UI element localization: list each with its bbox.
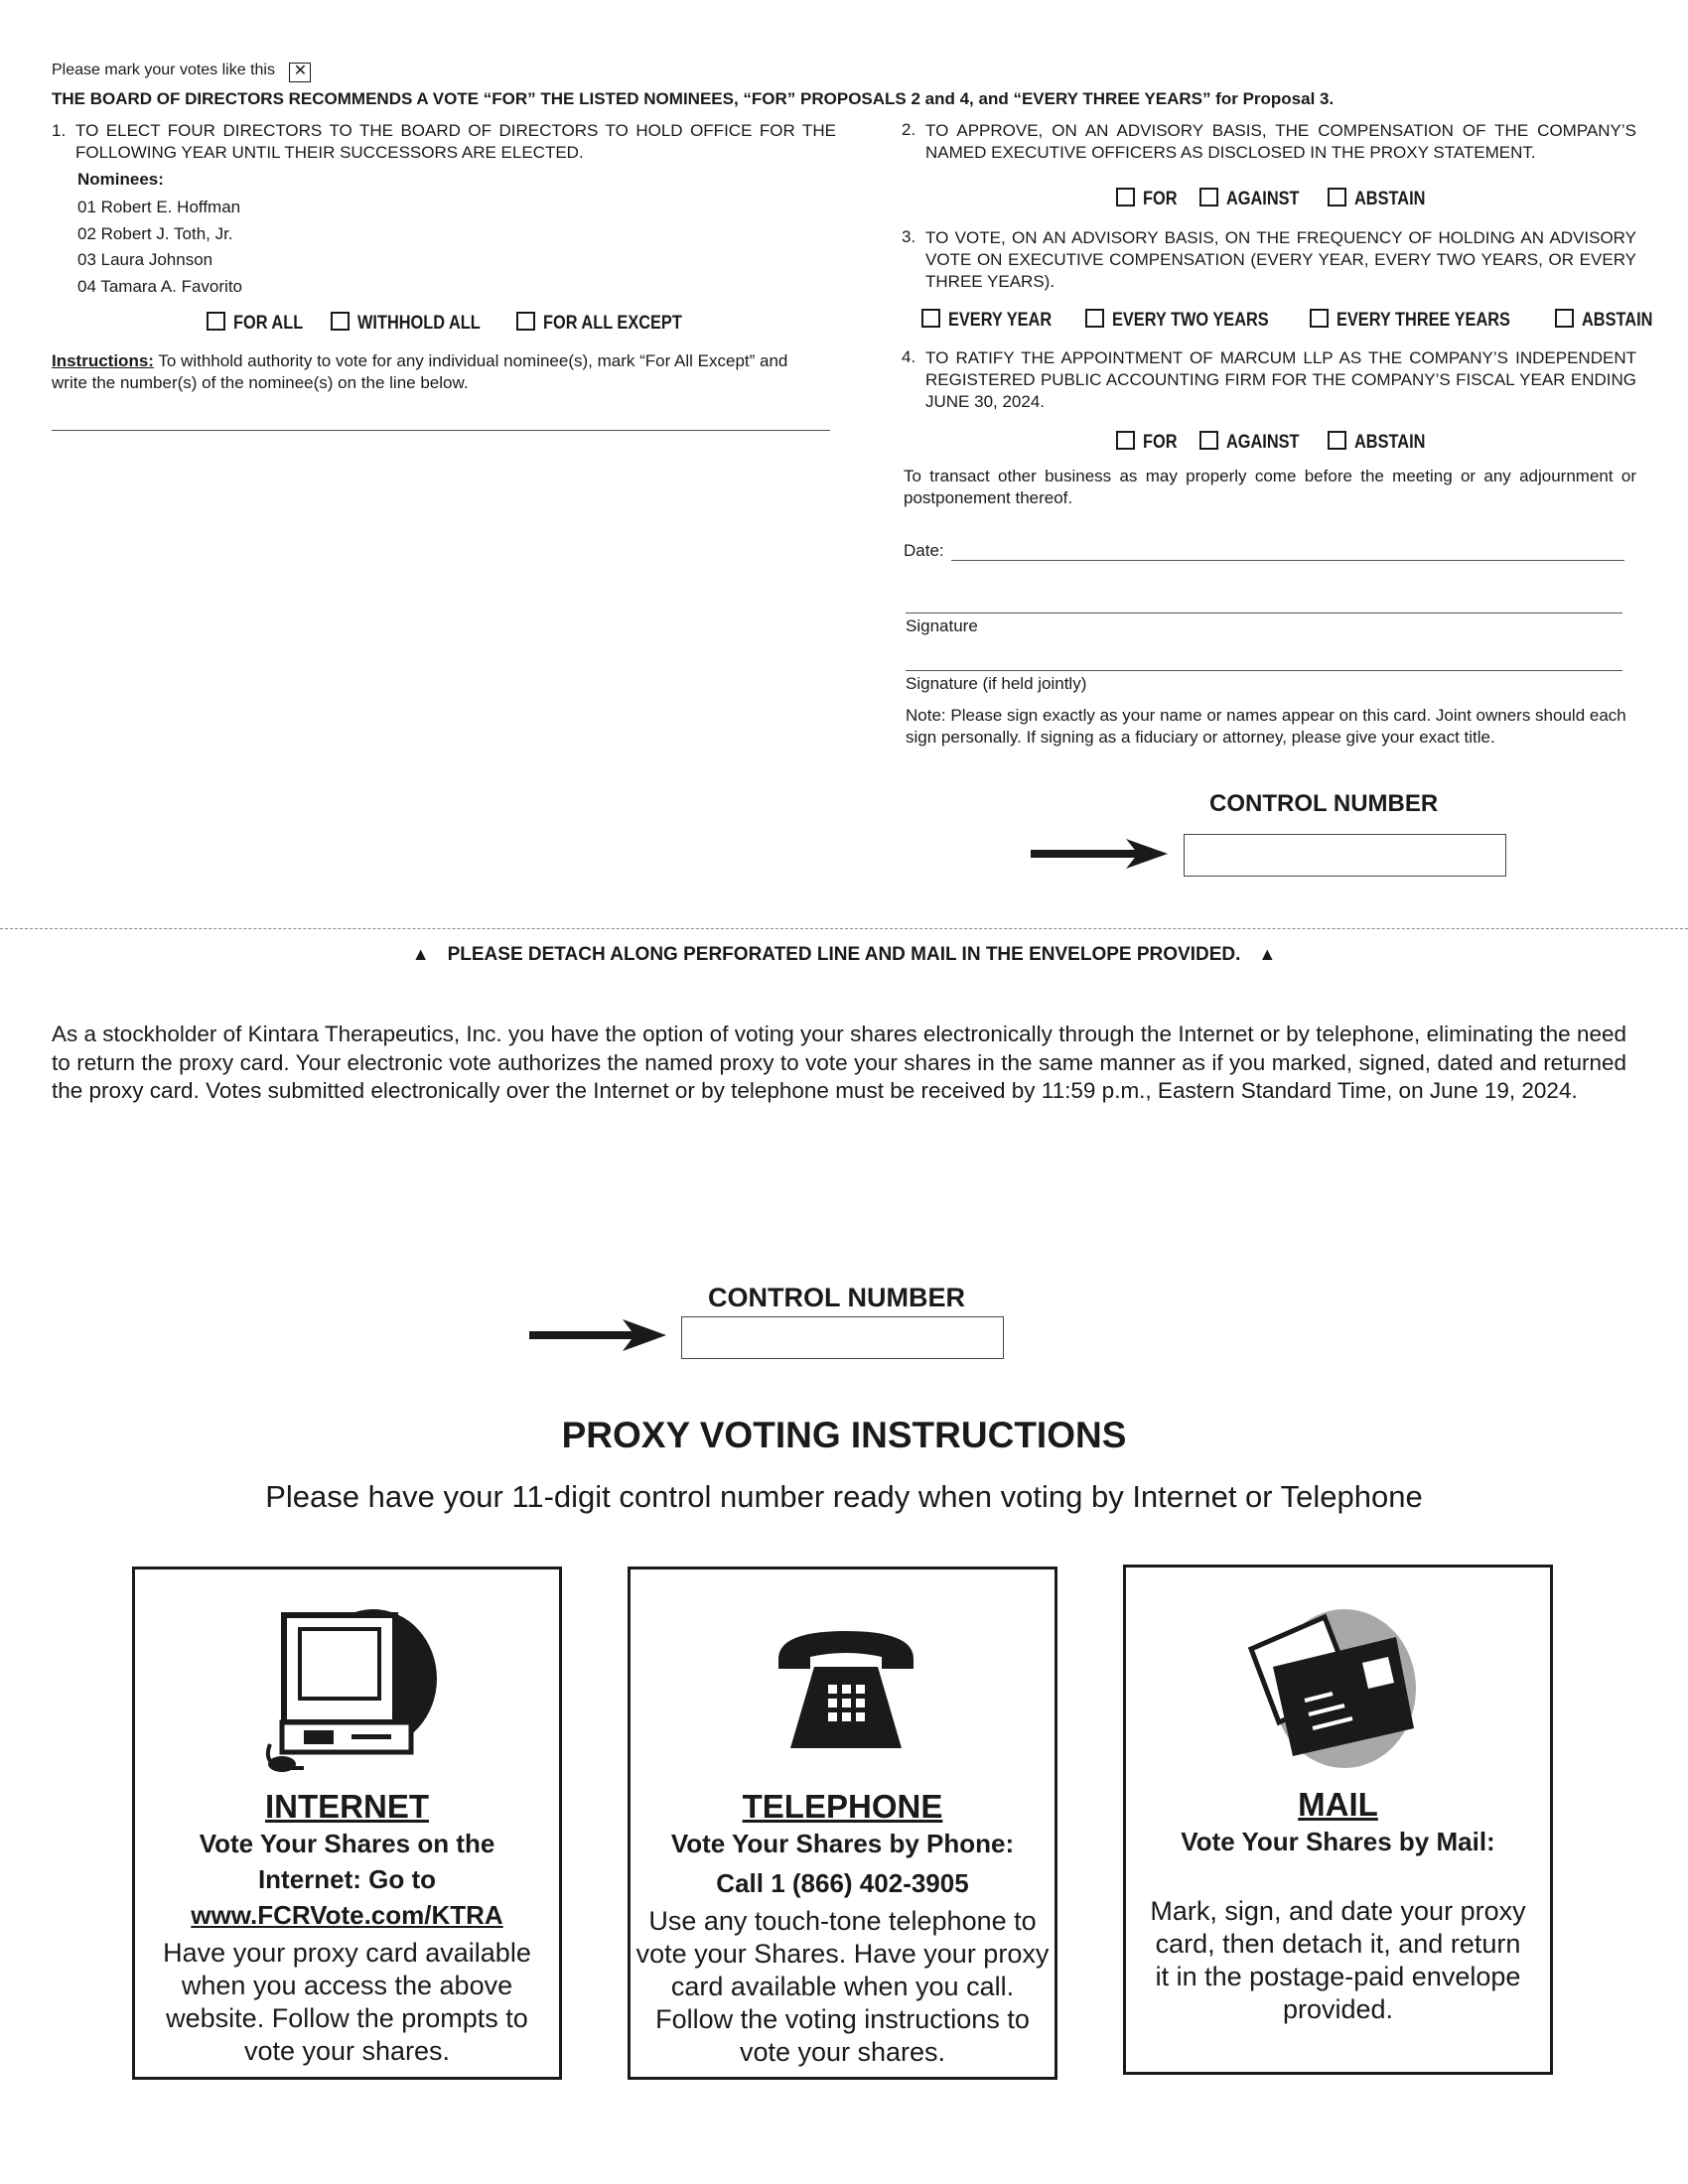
electronic-voting-paragraph: As a stockholder of Kintara Therapeutics, Inc. you have the option of voting your shares electronically through the Internet or by telephone, eliminating the need to return the proxy card. Your electronic vote authorizes the named proxy to vote your shares in the same manner as if you marked, signed, dated and returned the proxy card. Votes submitted electronically over the Internet or by telephone must be received by 11:59 p.m., Eastern Standard Time, on June 19, 2024. [52,1022,1626,1103]
joint-signature-label: Signature (if held jointly) [906,674,1087,693]
option-abstain[interactable]: ABSTAIN [1328,188,1437,210]
proposal-2-options [1116,188,1449,210]
withhold-instructions: Instructions: To withhold authority to vote for any individual nominee(s), mark “For All Except” and write the number(s) of the nominee(s) on the line below. [52,351,788,392]
envelope-icon [1233,1589,1432,1768]
checkbox[interactable] [1310,309,1329,328]
option-for[interactable]: FOR [1116,188,1183,210]
nominee-4: 04 Tamara A. Favorito [77,276,242,296]
checkbox[interactable] [1085,309,1104,328]
control-number-label: CONTROL NUMBER [1209,790,1439,817]
checkbox[interactable] [1328,188,1346,206]
proposal-1: 1. TO ELECT FOUR DIRECTORS TO THE BOARD OF DIRECTORS TO HOLD OFFICE FOR THE FOLLOWING YEAR UNTIL THEIR SUCCESSORS ARE ELECTED. [52,121,836,162]
option-for-all[interactable]: FOR ALL [207,312,315,335]
date-line[interactable] [951,560,1624,561]
control-number-field[interactable] [1184,834,1506,877]
nominee-3: 03 Laura Johnson [77,250,213,269]
telephone-voting-box [628,1567,1057,2080]
checkbox[interactable] [921,309,940,328]
checkbox[interactable] [1199,188,1218,206]
mark-example-icon: ✕ [289,63,311,82]
checkbox[interactable] [1116,431,1135,450]
checkbox[interactable] [1555,309,1574,328]
checkbox[interactable] [1116,188,1135,206]
internet-body: Have your proxy card available when you access the above website. Follow the prompts to vote your shares. [163,1938,531,2066]
triangle-up-icon: ▲ [1258,944,1277,964]
voting-website-link[interactable]: www.FCRVote.com/KTRA [191,1900,503,1930]
exception-write-in-line[interactable] [52,430,830,431]
telephone-sub-1: Vote Your Shares by Phone: [670,1829,1015,1858]
proposal-3: 3. TO VOTE, ON AN ADVISORY BASIS, ON THE FREQUENCY OF HOLDING AN ADVISORY VOTE ON EXECUTIVE COMPENSATION (EVERY YEAR, EVERY TWO YEARS, OR EVERY THREE YEARS). [902,227,1636,291]
option-abstain[interactable]: ABSTAIN [1555,309,1664,332]
option-abstain[interactable]: ABSTAIN [1328,431,1437,454]
proposal-4-options [1116,431,1449,454]
nominee-2: 02 Robert J. Toth, Jr. [77,223,233,243]
signature-label: Signature [906,616,978,635]
nominee-list [77,195,242,300]
computer-icon [262,1605,441,1774]
mail-sub-1: Vote Your Shares by Mail: [1181,1827,1495,1856]
internet-sub-2: Internet: Go to [257,1864,437,1894]
internet-sub-1: Vote Your Shares on the [199,1829,495,1858]
checkbox[interactable] [1328,431,1346,450]
board-recommendation: THE BOARD OF DIRECTORS RECOMMENDS A VOTE “FOR” THE LISTED NOMINEES, “FOR” PROPOSALS 2 and 4, and “EVERY THREE YEARS” for Proposal 3. [52,89,1335,108]
checkbox[interactable] [331,312,350,331]
date-label: Date: [904,541,944,560]
mail-voting-box [1123,1565,1553,2075]
signature-line[interactable] [906,613,1622,614]
internet-heading: INTERNET [265,1788,429,1825]
right-arrow-icon [529,1317,668,1353]
instructions-subtitle: Please have your 11-digit control number ready when voting by Internet or Telephone [265,1479,1423,1514]
other-business: To transact other business as may properly come before the meeting or any adjournment or postponement thereof. [904,467,1636,507]
perforated-line [0,928,1688,929]
control-number-label: CONTROL NUMBER [708,1283,965,1312]
proposal-3-options [921,309,1676,332]
signature-note: Note: Please sign exactly as your name or names appear on this card. Joint owners should each sign personally. If signing as a fiduciary or attorney, please give your exact title. [906,706,1626,747]
telephone-body: Use any touch-tone telephone to vote your Shares. Have your proxy card available when you call. Follow the voting instructions to vote your shares. [635,1906,1050,2067]
option-every-three-years[interactable]: EVERY THREE YEARS [1310,309,1538,332]
internet-voting-box [132,1567,562,2080]
checkbox[interactable] [207,312,225,331]
option-against[interactable]: AGAINST [1199,431,1312,454]
triangle-up-icon: ▲ [411,944,430,964]
right-arrow-icon [1031,837,1170,871]
option-every-two-years[interactable]: EVERY TWO YEARS [1085,309,1294,332]
option-withhold-all[interactable]: WITHHOLD ALL [331,312,500,335]
proposal-2: 2. TO APPROVE, ON AN ADVISORY BASIS, THE COMPENSATION OF THE COMPANY’S NAMED EXECUTIVE OFFICERS AS DISCLOSED IN THE PROXY STATEMENT. [902,120,1636,162]
mark-instruction: Please mark your votes like this ✕ [52,60,311,82]
telephone-number: Call 1 (866) 402-3905 [716,1868,969,1898]
detach-notice: ▲ PLEASE DETACH ALONG PERFORATED LINE AND MAIL IN THE ENVELOPE PROVIDED. ▲ [411,944,1277,965]
telephone-heading: TELEPHONE [742,1788,943,1825]
instructions-title: PROXY VOTING INSTRUCTIONS [561,1415,1127,1455]
option-every-year[interactable]: EVERY YEAR [921,309,1068,332]
mail-heading: MAIL [1298,1786,1378,1823]
option-for[interactable]: FOR [1116,431,1183,454]
proposal-4: 4. TO RATIFY THE APPOINTMENT OF MARCUM LLP AS THE COMPANY’S INDEPENDENT REGISTERED PUBLIC ACCOUNTING FIRM FOR THE COMPANY’S FISCAL YEAR ENDING JUNE 30, 2024. [902,347,1636,411]
option-for-all-except[interactable]: FOR ALL EXCEPT [516,312,705,335]
control-number-field[interactable] [681,1316,1004,1359]
proposal-1-options [207,312,717,335]
option-against[interactable]: AGAINST [1199,188,1312,210]
joint-signature-line[interactable] [906,670,1622,671]
telephone-icon [773,1629,919,1753]
checkbox[interactable] [1199,431,1218,450]
nominee-1: 01 Robert E. Hoffman [77,198,241,216]
mail-body: Mark, sign, and date your proxy card, then detach it, and return it in the postage-paid envelope provided. [1150,1896,1526,2024]
nominees-label: Nominees: [77,170,164,189]
checkbox[interactable] [516,312,535,331]
